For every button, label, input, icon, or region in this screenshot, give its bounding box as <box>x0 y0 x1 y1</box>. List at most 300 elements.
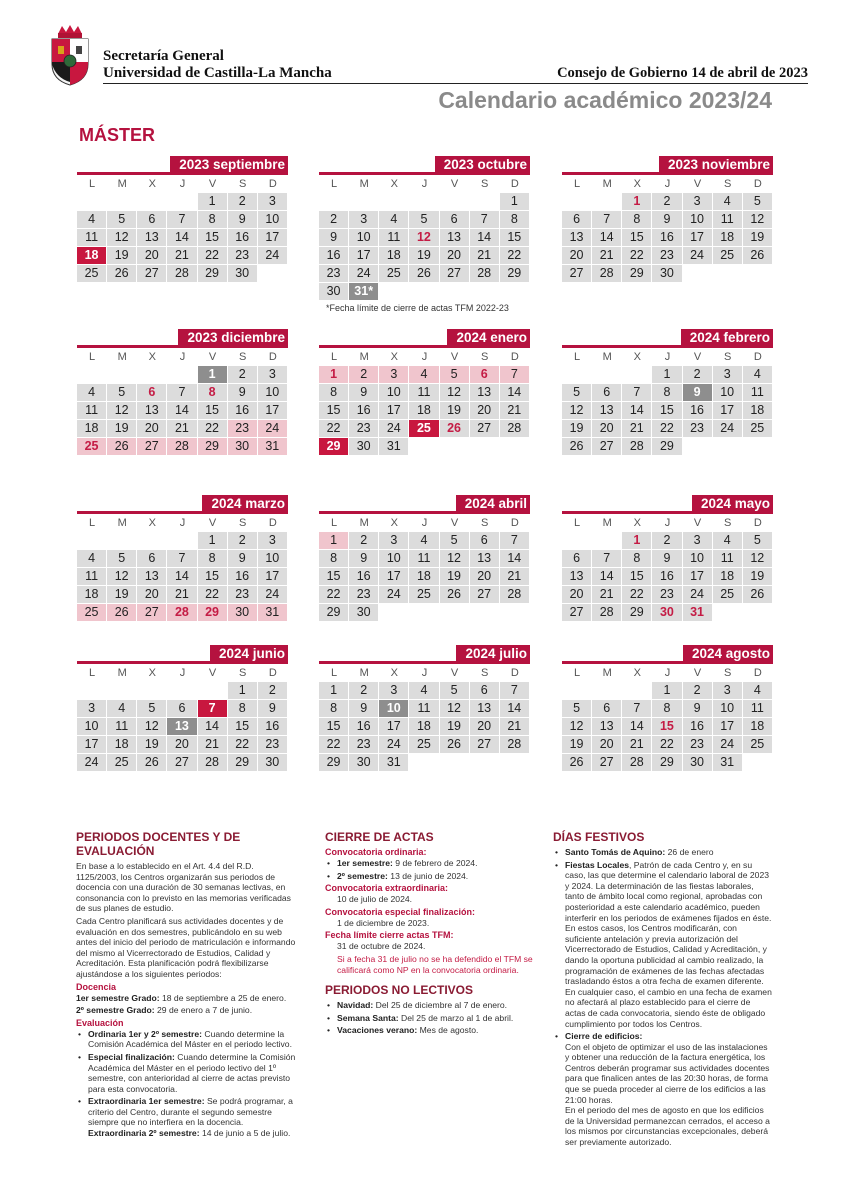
day-cell: 11 <box>77 568 106 585</box>
day-cell: 27 <box>592 438 621 455</box>
eval-ordinaria-label: Ordinaria 1er y 2º semestre: <box>88 1028 202 1039</box>
day-cell: 24 <box>379 736 408 753</box>
empty-cell <box>592 366 621 383</box>
cierre-tfm-text: 31 de octubre de 2024. <box>337 941 426 952</box>
day-cell: 1 <box>198 193 227 210</box>
day-cell: 31* <box>349 283 378 300</box>
list-item <box>76 1029 296 1050</box>
weekday-header <box>77 176 288 193</box>
day-cell: 5 <box>107 211 136 228</box>
day-cell: 27 <box>470 586 499 603</box>
day-cell: 22 <box>198 247 227 264</box>
weekday-label: M <box>602 351 612 363</box>
day-cell: 3 <box>379 682 408 699</box>
day-cell: 24 <box>379 586 408 603</box>
month-header <box>562 158 773 175</box>
month-header <box>562 647 773 664</box>
cierre-extra: Convocatoria extraordinaria: <box>325 883 449 894</box>
day-cell: 25 <box>409 586 438 603</box>
weekday-label: X <box>633 178 641 190</box>
day-cell: 12 <box>107 568 136 585</box>
day-cell: 29 <box>319 438 348 455</box>
eval-extra2-label: Extraordinaria 2º semestre: <box>88 1128 200 1139</box>
day-cell: 26 <box>107 438 136 455</box>
weekday-label: V <box>208 517 217 529</box>
weekday-label: X <box>390 667 398 679</box>
weekday-label: S <box>239 517 247 529</box>
day-cell: 1 <box>228 682 257 699</box>
day-cell: 31 <box>379 754 408 771</box>
day-cell: 22 <box>198 586 227 603</box>
weekday-header <box>562 665 773 682</box>
eval-extra2-text: 14 de junio a 5 de julio. <box>199 1128 291 1139</box>
day-cell: 30 <box>652 604 681 621</box>
day-cell: 30 <box>319 283 348 300</box>
day-cell: 11 <box>77 402 106 419</box>
nolectivos-list <box>325 1000 540 1036</box>
day-cell: 29 <box>228 754 257 771</box>
day-cell: 11 <box>409 700 438 717</box>
day-cell: 21 <box>622 736 651 753</box>
day-cell: 4 <box>409 532 438 549</box>
day-cell: 18 <box>713 229 742 246</box>
day-cell: 31 <box>258 438 287 455</box>
day-cell: 31 <box>379 438 408 455</box>
day-cell: 29 <box>319 754 348 771</box>
day-cell: 20 <box>137 586 166 603</box>
weekday-label: J <box>664 351 671 363</box>
month-title: 2024 julio <box>456 645 530 662</box>
day-cell: 7 <box>167 550 196 567</box>
month-title: 2024 febrero <box>681 329 773 346</box>
day-cell: 25 <box>409 736 438 753</box>
day-cell: 13 <box>592 402 621 419</box>
day-cell: 20 <box>167 736 196 753</box>
day-cell: 19 <box>743 229 772 246</box>
month-title: 2024 marzo <box>202 495 288 512</box>
day-cell: 23 <box>319 265 348 282</box>
day-cell: 27 <box>440 265 469 282</box>
day-cell: 26 <box>107 265 136 282</box>
day-cell: 4 <box>713 532 742 549</box>
day-cell: 29 <box>319 604 348 621</box>
day-cell: 27 <box>137 265 166 282</box>
day-cell: 21 <box>622 420 651 437</box>
day-cell: 6 <box>562 550 591 567</box>
day-cell: 22 <box>652 736 681 753</box>
day-cell: 6 <box>592 384 621 401</box>
day-cell: 14 <box>500 550 529 567</box>
day-cell: 23 <box>652 586 681 603</box>
day-cell: 8 <box>500 211 529 228</box>
semana-santa-text: Del 25 de marzo al 1 de abril. <box>398 1012 514 1023</box>
day-cell: 7 <box>470 211 499 228</box>
empty-cell <box>167 532 196 549</box>
day-cell: 6 <box>137 211 166 228</box>
day-cell: 10 <box>379 700 408 717</box>
sem1-text: 18 de septiembre a 25 de enero. <box>159 992 287 1003</box>
weekday-label: D <box>510 667 519 679</box>
day-cell: 13 <box>562 568 591 585</box>
day-cell: 24 <box>258 247 287 264</box>
month-title: 2024 abril <box>456 495 530 512</box>
day-cell: 6 <box>470 532 499 549</box>
day-cell: 21 <box>167 420 196 437</box>
month-calendar <box>562 497 773 621</box>
day-grid <box>562 532 773 621</box>
weekday-label: J <box>421 351 428 363</box>
weekday-header <box>562 176 773 193</box>
day-cell: 17 <box>379 402 408 419</box>
day-cell: 3 <box>713 366 742 383</box>
day-cell: 16 <box>683 718 712 735</box>
day-cell: 13 <box>167 718 196 735</box>
day-cell: 11 <box>379 229 408 246</box>
day-cell: 4 <box>713 193 742 210</box>
day-cell: 3 <box>713 682 742 699</box>
weekday-label: L <box>331 351 338 363</box>
day-cell: 15 <box>500 229 529 246</box>
day-cell: 21 <box>500 568 529 585</box>
day-cell: 4 <box>77 550 106 567</box>
day-cell: 19 <box>137 736 166 753</box>
day-cell: 8 <box>622 211 651 228</box>
weekday-label: L <box>89 351 96 363</box>
day-cell: 21 <box>592 247 621 264</box>
day-cell: 4 <box>409 682 438 699</box>
day-cell: 28 <box>592 265 621 282</box>
day-cell: 19 <box>409 247 438 264</box>
weekday-label: J <box>179 517 186 529</box>
weekday-label: D <box>268 351 277 363</box>
day-cell: 5 <box>562 384 591 401</box>
day-cell: 24 <box>683 586 712 603</box>
day-cell: 12 <box>440 384 469 401</box>
month-calendar <box>77 647 288 771</box>
day-cell: 10 <box>258 211 287 228</box>
day-cell: 6 <box>137 384 166 401</box>
day-cell: 23 <box>349 736 378 753</box>
weekday-label: J <box>179 178 186 190</box>
day-cell: 13 <box>470 550 499 567</box>
eval-especial-text: Cuando determine la Comisión Académica del Máster en el periodo lectivo del 1º semestre, con anterioridad al cierre de actas previsto para esta convocatoria. <box>88 1051 296 1094</box>
day-cell: 9 <box>349 700 378 717</box>
day-cell: 2 <box>228 193 257 210</box>
day-cell: 5 <box>743 193 772 210</box>
weekday-label: J <box>421 517 428 529</box>
day-cell: 19 <box>107 247 136 264</box>
empty-cell <box>77 682 106 699</box>
weekday-label: S <box>724 351 732 363</box>
day-cell: 14 <box>198 718 227 735</box>
day-cell: 11 <box>743 384 772 401</box>
day-grid <box>77 366 288 455</box>
cierre-sem2-label: 2º semestre: <box>337 870 388 881</box>
day-cell: 29 <box>198 265 227 282</box>
weekday-label: X <box>390 178 398 190</box>
weekday-label: M <box>602 178 612 190</box>
day-cell: 11 <box>409 550 438 567</box>
weekday-label: X <box>148 178 156 190</box>
weekday-header <box>562 349 773 366</box>
sem2-text: 29 de enero a 7 de junio. <box>154 1005 253 1016</box>
day-cell: 1 <box>622 193 651 210</box>
day-grid <box>319 366 530 455</box>
weekday-label: V <box>693 517 702 529</box>
day-cell: 23 <box>228 420 257 437</box>
list-item <box>553 860 773 1030</box>
day-cell: 10 <box>713 384 742 401</box>
day-cell: 10 <box>379 550 408 567</box>
day-cell: 16 <box>652 568 681 585</box>
day-grid <box>77 532 288 621</box>
day-grid <box>77 193 288 282</box>
santo-tomas-text: 26 de enero <box>665 847 714 857</box>
day-cell: 5 <box>107 550 136 567</box>
eval-especial-label: Especial finalización: <box>88 1051 175 1062</box>
day-cell: 7 <box>592 211 621 228</box>
weekday-label: S <box>724 667 732 679</box>
day-grid <box>319 682 530 771</box>
day-cell: 25 <box>409 420 438 437</box>
day-cell: 24 <box>258 586 287 603</box>
list-item <box>325 1000 540 1011</box>
cierre-especial: Convocatoria especial finalización: <box>325 906 476 917</box>
day-cell: 16 <box>683 402 712 419</box>
day-cell: 23 <box>349 420 378 437</box>
weekday-label: L <box>331 667 338 679</box>
day-cell: 24 <box>258 420 287 437</box>
day-cell: 19 <box>562 420 591 437</box>
day-cell: 28 <box>500 736 529 753</box>
list-item <box>325 871 540 882</box>
weekday-label: M <box>602 517 612 529</box>
weekday-label: L <box>89 517 96 529</box>
day-cell: 13 <box>562 229 591 246</box>
day-cell: 5 <box>440 366 469 383</box>
day-cell: 14 <box>167 568 196 585</box>
day-cell: 8 <box>319 384 348 401</box>
day-cell: 27 <box>167 754 196 771</box>
fiestas-locales-text: , Patrón de cada Centro y, en su caso, las que determine el calendario laboral de 2023 y 2024. La determinación de las fiestas laborales, tanto de ámbito local como regional, aprobadas con posterioridad a este calendario académico, pueden interferir en los periodos de exámenes fijados en éste. En estos casos, los Centros modificarán, con suficiente antelación y previa autorización del Vicerrectorado de Estudios, Calidad y Acreditación, y dando la oportuna publicidad al cambio realizado, la programación de exámenes de las fechas afectadas trasladando éstos a otra fecha de examen diferente. En cualquier caso, el cambio en una fecha de examen no afectará al plazo establecido para el cierre de actas de cada convocatoria, siendo éste de obligado cumplimiento por todos los Centros. <box>565 859 772 1029</box>
day-cell: 29 <box>652 754 681 771</box>
day-cell: 17 <box>683 229 712 246</box>
day-cell: 16 <box>319 247 348 264</box>
page-header <box>0 0 858 120</box>
weekday-label: L <box>331 517 338 529</box>
day-cell: 28 <box>500 586 529 603</box>
day-cell: 22 <box>228 736 257 753</box>
empty-cell <box>77 193 106 210</box>
day-cell: 31 <box>683 604 712 621</box>
weekday-header <box>77 349 288 366</box>
day-grid <box>562 366 773 455</box>
month-header <box>319 647 530 664</box>
empty-cell <box>137 682 166 699</box>
day-cell: 21 <box>167 586 196 603</box>
day-cell: 6 <box>440 211 469 228</box>
day-cell: 12 <box>107 402 136 419</box>
day-cell: 15 <box>228 718 257 735</box>
fiestas-locales-label: Fiestas Locales <box>565 859 630 870</box>
weekday-label: J <box>179 667 186 679</box>
day-cell: 25 <box>77 265 106 282</box>
day-cell: 10 <box>77 718 106 735</box>
eval-extra1-label: Extraordinaria 1er semestre: <box>88 1096 205 1107</box>
day-cell: 20 <box>592 736 621 753</box>
list-item <box>76 1096 296 1138</box>
nolectivos-title: PERIODOS NO LECTIVOS <box>325 983 474 998</box>
day-cell: 4 <box>77 384 106 401</box>
day-cell: 15 <box>198 568 227 585</box>
day-cell: 6 <box>137 550 166 567</box>
day-cell: 8 <box>622 550 651 567</box>
day-cell: 9 <box>652 211 681 228</box>
day-cell: 8 <box>652 384 681 401</box>
day-cell: 18 <box>77 586 106 603</box>
day-cell: 30 <box>349 604 378 621</box>
empty-cell <box>167 366 196 383</box>
day-cell: 31 <box>713 754 742 771</box>
month-title: 2024 mayo <box>692 495 773 512</box>
month-calendar <box>319 158 530 300</box>
day-cell: 29 <box>652 438 681 455</box>
weekday-label: M <box>359 667 369 679</box>
day-cell: 4 <box>743 366 772 383</box>
day-cell: 25 <box>77 438 106 455</box>
day-cell: 26 <box>137 754 166 771</box>
day-cell: 27 <box>562 265 591 282</box>
day-cell: 9 <box>228 384 257 401</box>
weekday-label: X <box>148 517 156 529</box>
weekday-label: V <box>450 667 459 679</box>
day-cell: 3 <box>683 193 712 210</box>
weekday-label: J <box>664 667 671 679</box>
weekday-label: S <box>239 667 247 679</box>
day-cell: 28 <box>622 754 651 771</box>
list-item <box>325 858 540 869</box>
empty-cell <box>137 532 166 549</box>
day-cell: 14 <box>500 384 529 401</box>
day-cell: 6 <box>470 682 499 699</box>
sem2-label: 2º semestre Grado: <box>76 1005 155 1016</box>
day-cell: 4 <box>379 211 408 228</box>
empty-cell <box>592 193 621 210</box>
day-cell: 20 <box>440 247 469 264</box>
day-cell: 30 <box>349 754 378 771</box>
day-cell: 9 <box>228 550 257 567</box>
weekday-header <box>319 176 530 193</box>
day-cell: 12 <box>562 718 591 735</box>
day-cell: 9 <box>349 384 378 401</box>
day-cell: 11 <box>107 718 136 735</box>
cierre-edificios-text: Con el objeto de optimizar el uso de las instalaciones y obtener una reducción de la factura energética, los Centros deberán programar sus actividades docentes para que finalicen antes de las 20:30 horas, de forma que se pueda proceder al cierre de los edificios a las 21:00 horas. <box>565 1041 770 1105</box>
day-grid <box>319 532 530 621</box>
day-cell: 13 <box>137 568 166 585</box>
day-cell: 18 <box>409 568 438 585</box>
weekday-label: S <box>481 178 489 190</box>
periodos-planning: Cada Centro planificará sus actividades docentes y de evaluación en dos semestres, publicándolo en su web antes del inicio del periodo de matriculación e informando del mismo al Vicerrectorado de Estudios, Calidad y Acreditación. Esta planificación podrá flexibilizarse ajustándose a los siguientes periodos: <box>76 915 296 979</box>
empty-cell <box>349 193 378 210</box>
day-cell: 22 <box>622 586 651 603</box>
day-cell: 14 <box>622 402 651 419</box>
day-cell: 10 <box>683 211 712 228</box>
empty-cell <box>379 193 408 210</box>
day-cell: 5 <box>107 384 136 401</box>
day-cell: 13 <box>470 384 499 401</box>
day-cell: 24 <box>713 420 742 437</box>
day-cell: 20 <box>470 402 499 419</box>
day-cell: 14 <box>622 718 651 735</box>
day-cell: 2 <box>683 682 712 699</box>
docencia-sem1 <box>76 993 296 1004</box>
weekday-label: V <box>450 351 459 363</box>
day-cell: 1 <box>652 682 681 699</box>
university-crest-logo <box>48 24 92 86</box>
day-cell: 17 <box>258 402 287 419</box>
day-cell: 30 <box>683 754 712 771</box>
day-cell: 14 <box>592 229 621 246</box>
weekday-label: X <box>148 667 156 679</box>
day-cell: 28 <box>198 754 227 771</box>
weekday-label: V <box>208 178 217 190</box>
day-cell: 17 <box>77 736 106 753</box>
day-cell: 26 <box>562 438 591 455</box>
day-cell: 11 <box>77 229 106 246</box>
month-calendar <box>319 647 530 771</box>
day-cell: 12 <box>743 550 772 567</box>
day-cell: 3 <box>258 532 287 549</box>
weekday-label: S <box>481 517 489 529</box>
day-cell: 26 <box>440 420 469 437</box>
day-cell: 7 <box>198 700 227 717</box>
day-cell: 17 <box>379 718 408 735</box>
day-cell: 7 <box>622 700 651 717</box>
day-cell: 14 <box>592 568 621 585</box>
day-cell: 29 <box>500 265 529 282</box>
day-cell: 9 <box>683 700 712 717</box>
day-cell: 7 <box>622 384 651 401</box>
day-cell: 30 <box>228 265 257 282</box>
day-cell: 13 <box>137 402 166 419</box>
month-title: 2024 enero <box>447 329 530 346</box>
day-grid <box>77 682 288 771</box>
day-cell: 3 <box>379 366 408 383</box>
weekday-label: L <box>574 667 581 679</box>
cierre-tfm-note: Si a fecha 31 de julio no se ha defendido el TFM se calificará como NP en la convocatoria ordinaria. <box>337 953 533 975</box>
month-header <box>319 497 530 514</box>
day-cell: 23 <box>683 736 712 753</box>
list-item <box>325 1013 540 1024</box>
day-cell: 3 <box>349 211 378 228</box>
month-calendar <box>77 497 288 621</box>
weekday-label: M <box>117 351 127 363</box>
day-cell: 30 <box>228 438 257 455</box>
month-header <box>319 331 530 348</box>
day-cell: 23 <box>683 420 712 437</box>
weekday-label: J <box>664 178 671 190</box>
day-cell: 27 <box>562 604 591 621</box>
weekday-label: D <box>268 517 277 529</box>
weekday-label: X <box>633 351 641 363</box>
day-cell: 10 <box>379 384 408 401</box>
month-title: 2023 octubre <box>435 156 530 173</box>
day-cell: 24 <box>349 265 378 282</box>
day-cell: 21 <box>500 402 529 419</box>
day-cell: 29 <box>622 604 651 621</box>
day-cell: 23 <box>258 736 287 753</box>
weekday-header <box>319 349 530 366</box>
